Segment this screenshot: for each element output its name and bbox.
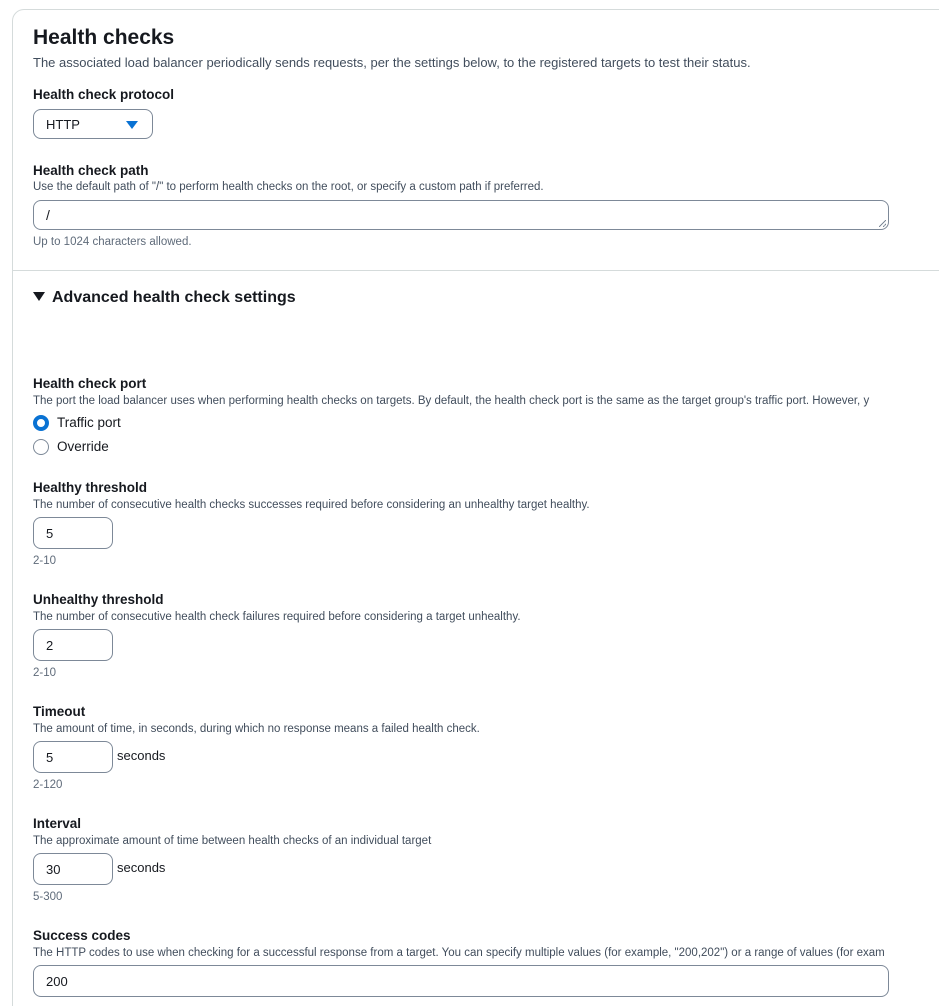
interval-input[interactable] <box>33 853 113 885</box>
advanced-settings-toggle[interactable] <box>33 289 296 307</box>
timeout-description: The amount of time, in seconds, during which no response means a failed health check. <box>33 723 480 735</box>
timeout-label: Timeout <box>33 704 86 719</box>
success-codes-value: 200 <box>46 974 68 989</box>
healthy-threshold-label: Healthy threshold <box>33 480 148 495</box>
radio-traffic-port-label: Traffic port <box>57 415 121 430</box>
success-codes-label: Success codes <box>33 928 131 943</box>
caret-expanded-icon <box>33 292 45 301</box>
interval-hint: 5-300 <box>33 891 63 903</box>
caret-down-icon <box>126 121 138 129</box>
timeout-input[interactable] <box>33 741 113 773</box>
interval-label: Interval <box>33 816 82 831</box>
healthy-threshold-input[interactable] <box>33 517 113 549</box>
resize-handle-icon[interactable] <box>879 220 886 227</box>
protocol-label: Health check protocol <box>33 87 175 102</box>
interval-unit: seconds <box>117 860 166 875</box>
unhealthy-threshold-description: The number of consecutive health check failures required before considering a target unhealthy. <box>33 611 521 623</box>
unhealthy-threshold-hint: 2-10 <box>33 667 57 679</box>
section-description: The associated load balancer periodically sends requests, per the settings below, to the registered targets to test their status. <box>33 55 751 70</box>
timeout-value: 5 <box>46 750 54 765</box>
protocol-select-value: HTTP <box>46 117 80 132</box>
unhealthy-threshold-value: 2 <box>46 638 54 653</box>
path-input[interactable] <box>33 200 889 230</box>
path-hint: Up to 1024 characters allowed. <box>33 236 192 248</box>
port-description: The port the load balancer uses when performing health checks on targets. By default, the health check port is the same as the target group's traffic port. However, y <box>33 395 870 407</box>
healthy-threshold-hint: 2-10 <box>33 555 57 567</box>
section-divider <box>13 270 939 271</box>
radio-override[interactable] <box>33 439 153 457</box>
radio-override-label: Override <box>57 439 109 454</box>
path-label: Health check path <box>33 163 149 178</box>
timeout-hint: 2-120 <box>33 779 63 791</box>
protocol-select[interactable] <box>33 109 153 139</box>
radio-selected-icon <box>33 415 49 431</box>
advanced-settings-title: Advanced health check settings <box>52 289 296 306</box>
port-label: Health check port <box>33 376 147 391</box>
success-codes-description: The HTTP codes to use when checking for a successful response from a target. You can specify multiple values (for example, "200,202") or a range of values (for exam <box>33 947 885 959</box>
radio-unselected-icon <box>33 439 49 455</box>
interval-value: 30 <box>46 862 61 877</box>
section-title: Health checks <box>33 26 175 49</box>
timeout-unit: seconds <box>117 748 166 763</box>
path-input-value: / <box>46 207 50 223</box>
path-description: Use the default path of "/" to perform health checks on the root, or specify a custom path if preferred. <box>33 181 544 193</box>
interval-description: The approximate amount of time between health checks of an individual target <box>33 835 432 847</box>
success-codes-input[interactable] <box>33 965 889 997</box>
healthy-threshold-value: 5 <box>46 526 54 541</box>
radio-traffic-port[interactable] <box>33 415 153 433</box>
unhealthy-threshold-label: Unhealthy threshold <box>33 592 164 607</box>
unhealthy-threshold-input[interactable] <box>33 629 113 661</box>
healthy-threshold-description: The number of consecutive health checks successes required before considering an unhealthy target healthy. <box>33 499 590 511</box>
